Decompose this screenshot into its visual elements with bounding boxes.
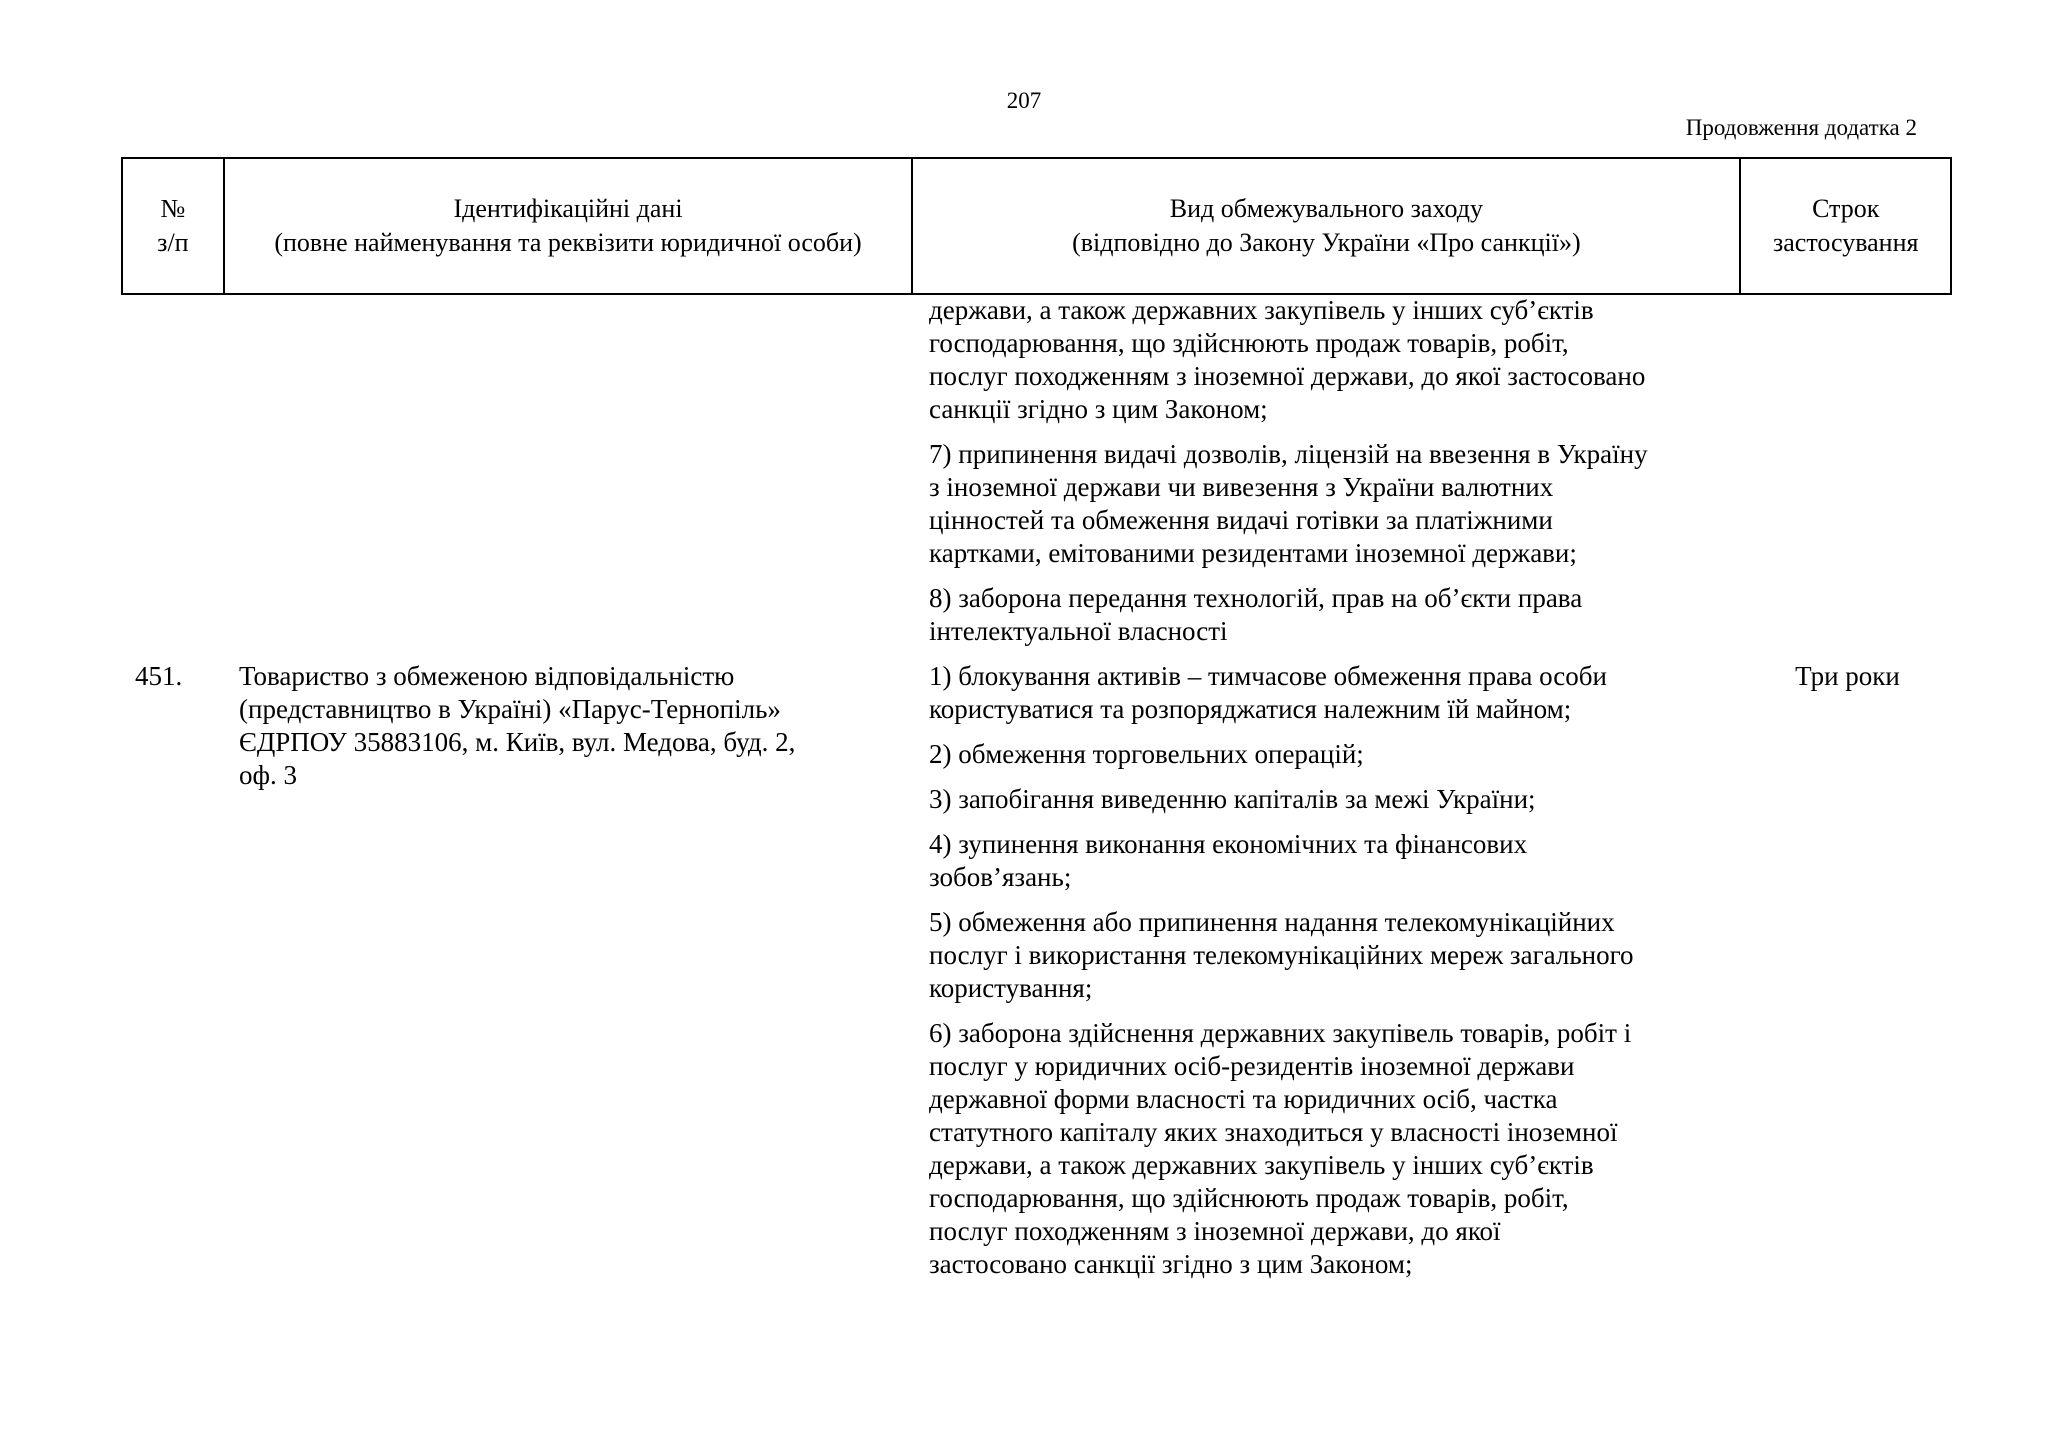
continued-measures <box>913 294 1743 648</box>
measure-item: 1) блокування активів – тимчасове обмеження права особи користуватися та розпоряджатися належним їй майном; <box>929 661 1607 724</box>
continuation-label: Продовження додатка 2 <box>1685 115 1917 140</box>
continued-measure-item: держави, а також державних закупівель у інших суб’єктів господарювання, що здійснюють продаж товарів, робіт, послуг походженням з іноземної держави, до якої застосовано санкції згідно з цим Законом; <box>929 295 1646 424</box>
header-number <box>123 159 225 293</box>
header-measure-text: Вид обмежувального заходу (відповідно до Закону України «Про санкції») <box>1072 194 1581 257</box>
entry-identification: Товариство з обмеженою відповідальністю (представництво в Україні) «Парус-Тернопіль» ЄДРПОУ 35883106, м. Київ, вул. Медова, буд. 2, оф. 3 <box>239 661 796 790</box>
header-identification <box>225 159 913 293</box>
page-number: 207 <box>1006 88 1042 113</box>
measure-item: 4) зупинення виконання економічних та фінансових зобов’язань; <box>929 829 1528 892</box>
entry-term: Три роки <box>1795 661 1900 691</box>
measure-item: 3) запобігання виведенню капіталів за межі України; <box>929 784 1536 814</box>
entry-measures <box>913 660 1743 1293</box>
continued-measure-item: 7) припинення видачі дозволів, ліцензій на ввезення в Україну з іноземної держави чи вивезення з України валютних цінностей та обмеження видачі готівки за платіжними картками, емітованими резидентами іноземної держави; <box>929 439 1648 568</box>
measure-item: 6) заборона здійснення державних закупівель товарів, робіт і послуг у юридичних осіб-резидентів іноземної держави державної форми власності та юридичних осіб, частка статутного капіталу яких знаходиться у власності іноземної держави, а також державних закупівель у інших суб’єктів господарювання, що здійснюють продаж товарів, робіт, послуг походженням з іноземної держави, до якої застосовано санкції згідно з цим Законом; <box>929 1018 1632 1279</box>
header-term-text: Строк застосування <box>1772 194 1919 257</box>
continued-measure-item: 8) заборона передання технологій, прав на об’єкти права інтелектуальної власності <box>929 583 1583 646</box>
table-row <box>121 660 1952 1293</box>
header-number-text: № з/п <box>157 194 189 257</box>
header-measure <box>913 159 1741 293</box>
table-header <box>121 157 1952 295</box>
header-term <box>1741 159 1950 293</box>
measure-item: 2) обмеження торговельних операцій; <box>929 739 1364 769</box>
measure-item: 5) обмеження або припинення надання телекомунікаційних послуг і використання телекомунікаційних мереж загального користування; <box>929 907 1634 1003</box>
entry-number: 451. <box>135 661 183 691</box>
sanctions-table <box>121 157 1952 1293</box>
header-identification-text: Ідентифікаційні дані (повне найменування та реквізити юридичної особи) <box>274 194 862 257</box>
